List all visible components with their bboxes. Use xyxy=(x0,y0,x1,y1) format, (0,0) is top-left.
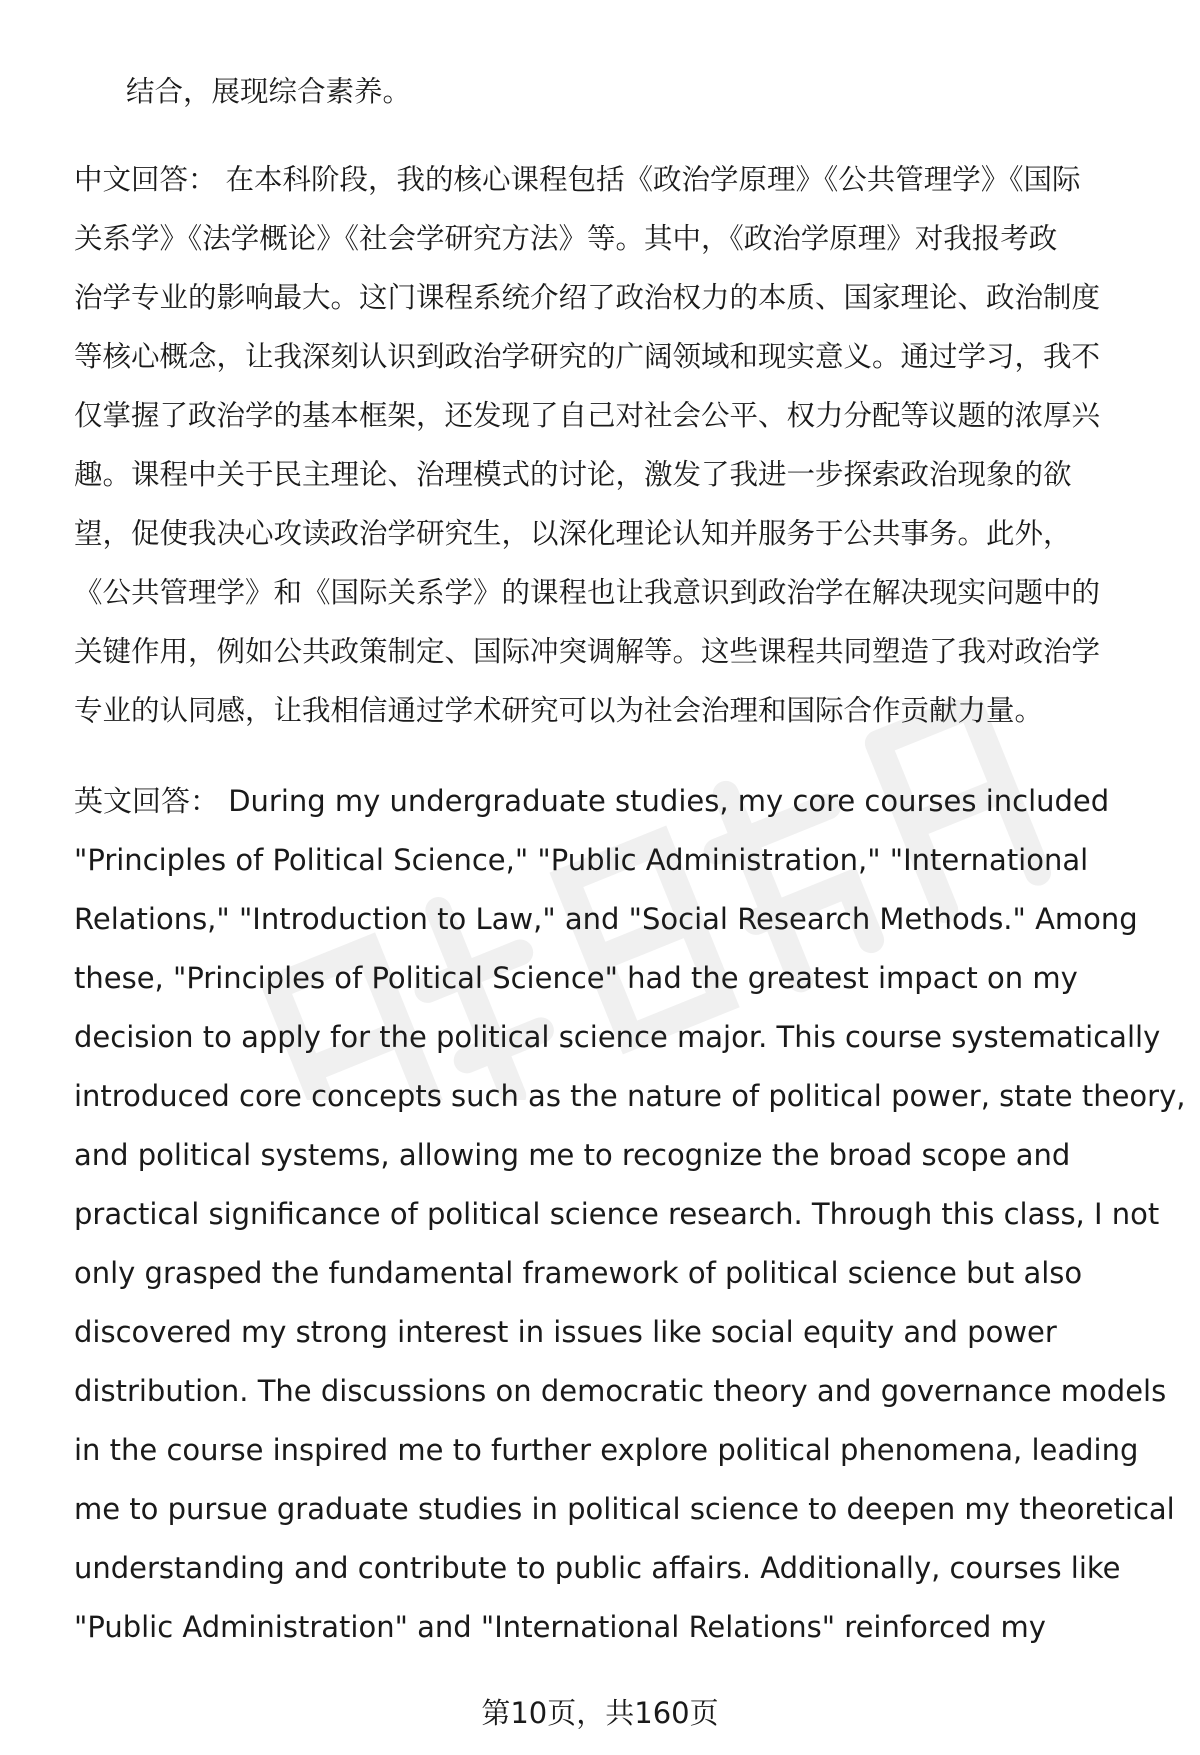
zh-line: 治学专业的影响最大。这门课程系统介绍了政治权力的本质、国家理论、政治制度 xyxy=(74,281,1101,314)
en-line: practical significance of political science research. Through this class, I not xyxy=(74,1197,1160,1231)
en-line: and political systems, allowing me to recognize the broad scope and xyxy=(74,1138,1071,1172)
intro-tail-text: 结合，展现综合素养。 xyxy=(126,75,412,108)
en-line: "Public Administration" and "International Relations" reinforced my xyxy=(74,1610,1046,1644)
english-answer-paragraph xyxy=(74,772,1186,1657)
intro-tail xyxy=(126,62,1200,121)
zh-line: 等核心概念，让我深刻认识到政治学研究的广阔领域和现实意义。通过学习，我不 xyxy=(74,340,1101,373)
zh-line: 《公共管理学》和《国际关系学》的课程也让我意识到政治学在解决现实问题中的 xyxy=(74,576,1101,609)
zh-line: 关键作用，例如公共政策制定、国际冲突调解等。这些课程共同塑造了我对政治学 xyxy=(74,635,1101,668)
page-footer xyxy=(0,1693,1200,1733)
en-line: these, "Principles of Political Science" had the greatest impact on my xyxy=(74,961,1078,995)
zh-line: 趣。课程中关于民主理论、治理模式的讨论，激发了我进一步探索政治现象的欲 xyxy=(74,458,1072,491)
en-line: introduced core concepts such as the nature of political power, state theory, xyxy=(74,1079,1186,1113)
en-line: in the course inspired me to further explore political phenomena, leading xyxy=(74,1433,1139,1467)
zh-line: 关系学》《法学概论》《社会学研究方法》等。其中，《政治学原理》对我报考政 xyxy=(74,222,1058,255)
en-line: Relations," "Introduction to Law," and "Social Research Methods." Among xyxy=(74,902,1138,936)
en-line: 英文回答： During my undergraduate studies, my core courses included xyxy=(74,784,1110,818)
zh-line: 仅掌握了政治学的基本框架，还发现了自己对社会公平、权力分配等议题的浓厚兴 xyxy=(74,399,1101,432)
zh-line: 专业的认同感，让我相信通过学术研究可以为社会治理和国际合作贡献力量。 xyxy=(74,694,1044,727)
en-line: "Principles of Political Science," "Public Administration," "International xyxy=(74,843,1089,877)
en-line: me to pursue graduate studies in political science to deepen my theoretical xyxy=(74,1492,1175,1526)
en-line: only grasped the fundamental framework of political science but also xyxy=(74,1256,1083,1290)
zh-line: 望，促使我决心攻读政治学研究生，以深化理论认知并服务于公共事务。此外， xyxy=(74,517,1072,550)
en-line: discovered my strong interest in issues like social equity and power xyxy=(74,1315,1057,1349)
en-line: understanding and contribute to public affairs. Additionally, courses like xyxy=(74,1551,1121,1585)
en-line: distribution. The discussions on democratic theory and governance models xyxy=(74,1374,1167,1408)
chinese-answer-paragraph xyxy=(74,150,1174,740)
zh-line: 中文回答： 在本科阶段，我的核心课程包括《政治学原理》《公共管理学》《国际 xyxy=(74,163,1081,196)
page-number-label: 第10页，共160页 xyxy=(481,1696,719,1730)
en-line: decision to apply for the political science major. This course systematically xyxy=(74,1020,1161,1054)
